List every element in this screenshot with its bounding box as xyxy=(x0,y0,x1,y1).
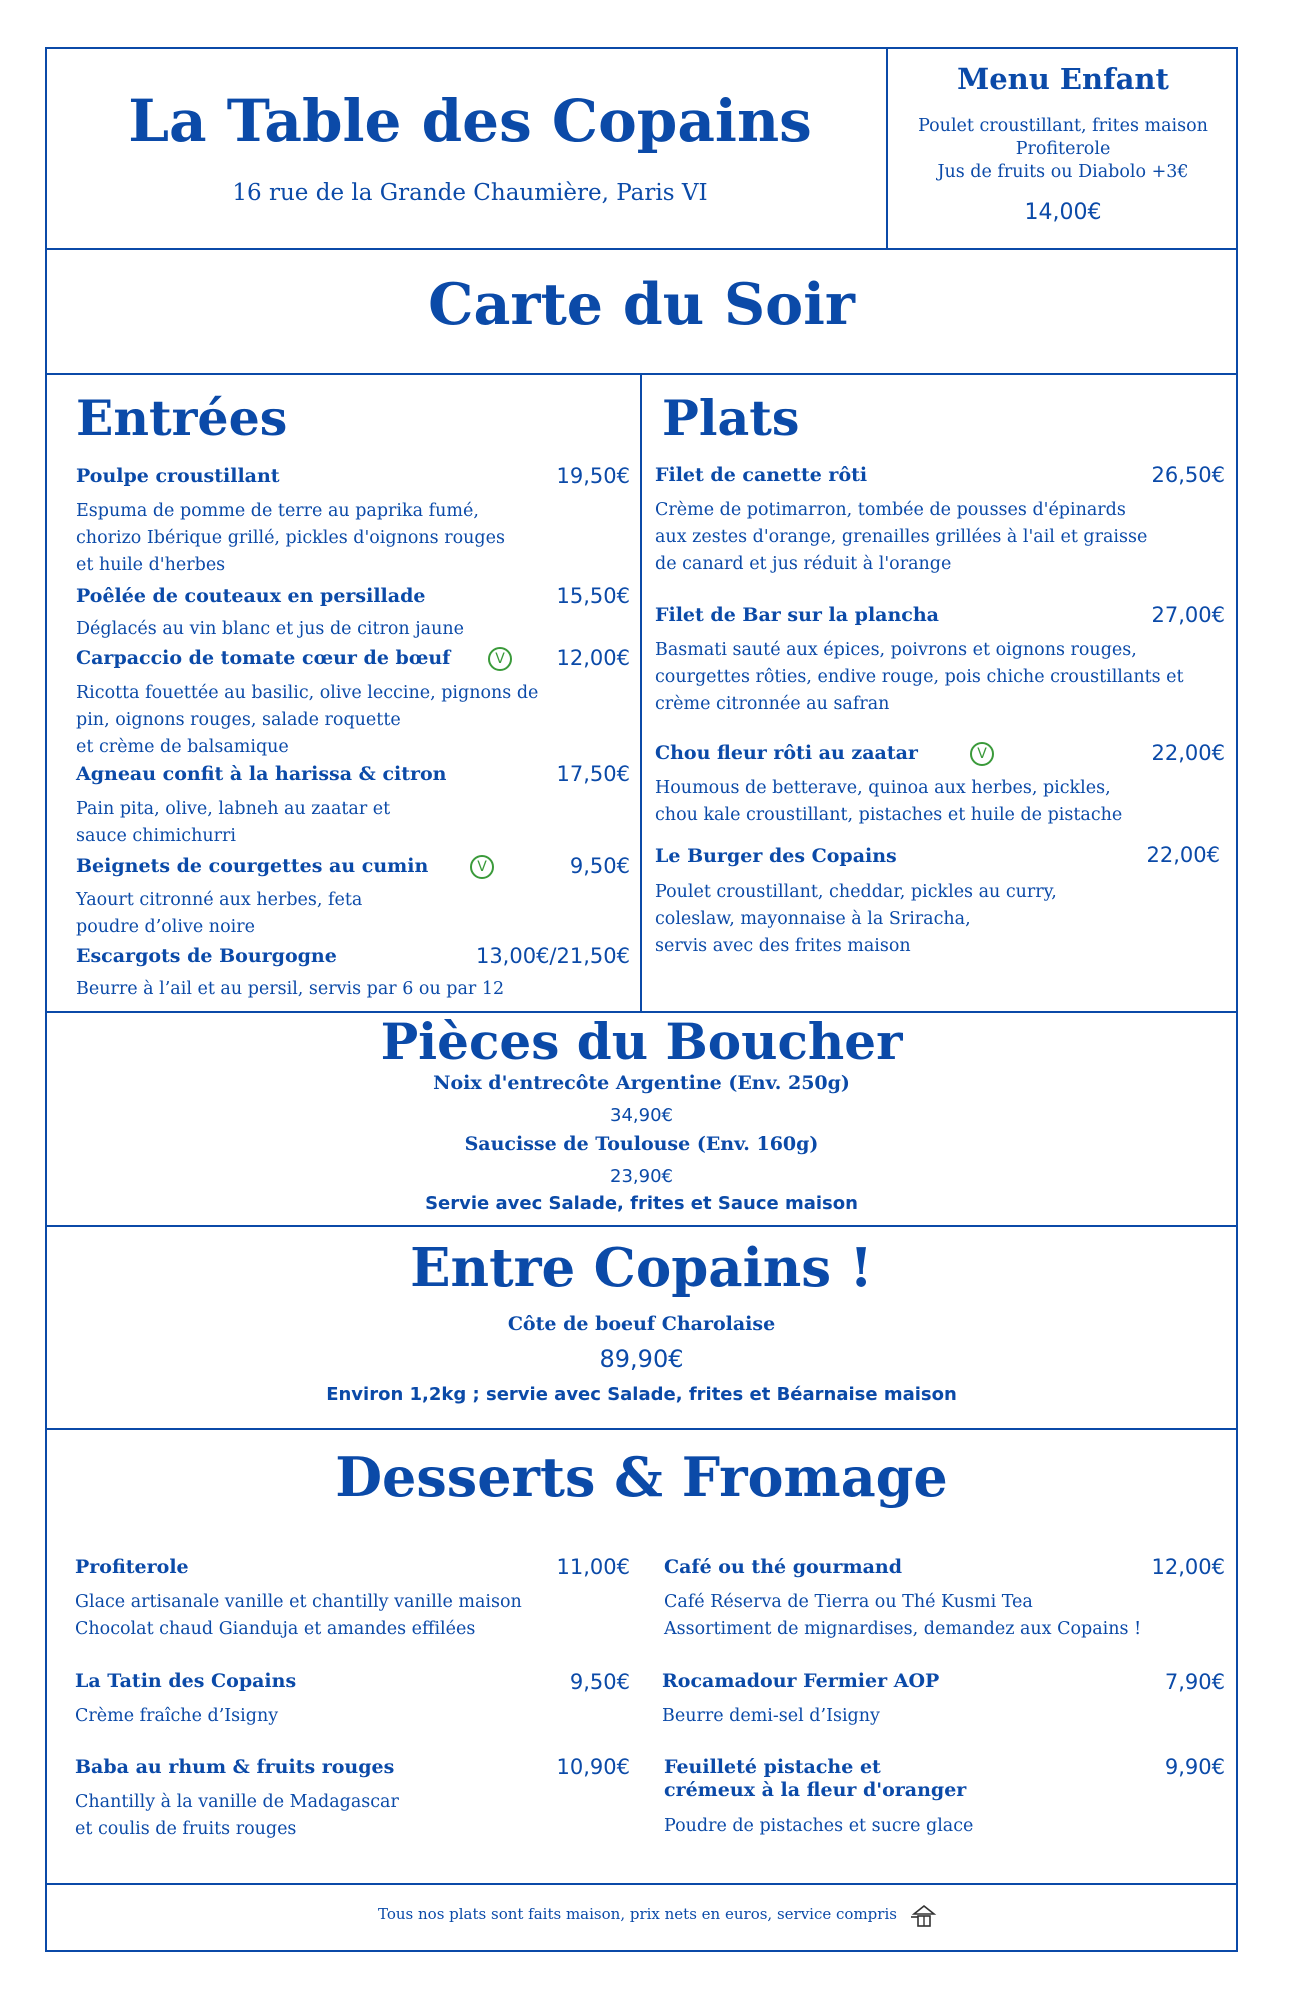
menu-item-price: 22,00€ xyxy=(1146,843,1220,867)
boucher-item-name: Noix d'entrecôte Argentine (Env. 250g) xyxy=(433,1072,850,1094)
dessert-item-name: Rocamadour Fermier AOP xyxy=(662,1670,940,1692)
desc-line: Houmous de betterave, quinoa aux herbes, pickles, xyxy=(655,778,1111,798)
kids-menu-price: 14,00€ xyxy=(1024,200,1102,225)
dessert-item-name: La Tatin des Copains xyxy=(75,1670,297,1692)
entrees-title: Entrées xyxy=(76,389,288,447)
dessert-item-price: 9,50€ xyxy=(569,1670,630,1694)
restaurant-title: La Table des Copains xyxy=(128,87,812,155)
desc-line: Crème fraîche d’Isigny xyxy=(75,1706,279,1726)
dessert-item-name xyxy=(664,1756,966,1802)
desc-line: Chantilly à la vanille de Madagascar xyxy=(75,1792,399,1812)
dessert-item-name: Profiterole xyxy=(75,1556,189,1578)
desc-line: Café Réserva de Tierra ou Thé Kusmi Tea xyxy=(664,1592,1033,1612)
desc-line: Glace artisanale vanille et chantilly vanille maison xyxy=(75,1592,522,1612)
desc-line: Poulet croustillant, cheddar, pickles au curry, xyxy=(655,882,1057,902)
dessert-item-price: 12,00€ xyxy=(1151,1555,1225,1579)
desc-line: poudre d’olive noire xyxy=(76,917,255,937)
desc-line: Beurre demi-sel d’Isigny xyxy=(662,1706,880,1726)
name-line: crémeux à la fleur d'oranger xyxy=(664,1779,967,1801)
dessert-item-desc xyxy=(75,1703,278,1730)
desc-line: Beurre à l’ail et au persil, servis par 6 ou par 12 xyxy=(76,979,505,999)
dessert-item-desc xyxy=(662,1703,880,1730)
kids-menu-title: Menu Enfant xyxy=(957,62,1169,96)
desc-line: sauce chimichurri xyxy=(76,826,236,846)
menu-item-name: Carpaccio de tomate cœur de bœuf xyxy=(76,647,451,669)
desc-line: et huile d'herbes xyxy=(76,555,226,575)
divider xyxy=(45,1225,1238,1227)
leaf-v-icon: V xyxy=(970,742,994,766)
boucher-title: Pièces du Boucher xyxy=(380,1012,903,1071)
dessert-item-price: 7,90€ xyxy=(1164,1670,1225,1694)
boucher-item-price: 23,90€ xyxy=(610,1166,673,1187)
menu-item-desc xyxy=(655,637,1184,718)
desc-line: chou kale croustillant, pistaches et huile de pistache xyxy=(655,805,1123,825)
menu-item-desc xyxy=(76,887,362,941)
menu-item-desc xyxy=(655,879,1057,960)
desc-line: Chocolat chaud Gianduja et amandes effilées xyxy=(75,1619,476,1639)
desc-line: Basmati sauté aux épices, poivrons et oignons rouges, xyxy=(655,640,1137,660)
kids-menu-line: Profiterole xyxy=(1015,139,1111,159)
desc-line: Yaourt citronné aux herbes, feta xyxy=(76,890,363,910)
menu-item-desc xyxy=(655,497,1147,578)
menu-item-price: 12,00€ xyxy=(556,646,630,670)
menu-item-price: 19,50€ xyxy=(556,464,630,488)
dessert-item-desc xyxy=(664,1589,1141,1643)
menu-item-name: Chou fleur rôti au zaatar xyxy=(655,742,918,764)
desc-line: et coulis de fruits rouges xyxy=(75,1819,297,1839)
menu-item-name: Filet de Bar sur la plancha xyxy=(655,604,939,626)
copains-item-name: Côte de boeuf Charolaise xyxy=(507,1313,776,1335)
menu-item-name: Le Burger des Copains xyxy=(655,845,897,867)
dessert-item-price: 11,00€ xyxy=(556,1555,630,1579)
kids-menu-line: Poulet croustillant, frites maison xyxy=(918,116,1208,136)
menu-item-price: 9,50€ xyxy=(569,854,630,878)
dessert-item-price: 10,90€ xyxy=(556,1755,630,1779)
desc-line: chorizo Ibérique grillé, pickles d'oignons rouges xyxy=(76,528,505,548)
leaf-v-icon: V xyxy=(470,855,494,879)
desc-line: coleslaw, mayonnaise à la Sriracha, xyxy=(655,909,971,929)
boucher-note: Servie avec Salade, frites et Sauce maison xyxy=(425,1193,858,1214)
dessert-item-name: Café ou thé gourmand xyxy=(664,1556,903,1578)
desc-line: Assortiment de mignardises, demandez aux Copains ! xyxy=(664,1619,1142,1639)
footer-text: Tous nos plats sont faits maison, prix nets en euros, service compris xyxy=(378,1905,897,1923)
desc-line: Ricotta fouettée au basilic, olive leccine, pignons de xyxy=(76,683,539,703)
menu-item-desc xyxy=(655,775,1122,829)
menu-item-price: 27,00€ xyxy=(1151,603,1225,627)
menu-item-desc xyxy=(76,498,505,579)
menu-item-name: Poêlée de couteaux en persillade xyxy=(76,585,426,607)
desc-line: servis avec des frites maison xyxy=(655,936,911,956)
menu-item-price: 13,00€/21,50€ xyxy=(475,944,630,968)
desc-line: courgettes rôties, endive rouge, pois chiche croustillants et xyxy=(655,667,1184,687)
carte-title: Carte du Soir xyxy=(428,271,855,338)
desserts-title: Desserts & Fromage xyxy=(335,1445,948,1509)
menu-item-price: 15,50€ xyxy=(556,584,630,608)
dessert-item-desc xyxy=(75,1589,522,1643)
desc-line: Poudre de pistaches et sucre glace xyxy=(664,1816,974,1836)
divider xyxy=(45,248,1238,250)
copains-note: Environ 1,2kg ; servie avec Salade, frites et Béarnaise maison xyxy=(326,1384,957,1405)
name-line: Feuilleté pistache et xyxy=(664,1756,881,1778)
divider xyxy=(640,373,642,1012)
restaurant-address: 16 rue de la Grande Chaumière, Paris VI xyxy=(232,180,708,206)
desc-line: de canard et jus réduit à l'orange xyxy=(655,554,952,574)
menu-item-price: 22,00€ xyxy=(1151,741,1225,765)
plats-title: Plats xyxy=(662,389,800,447)
leaf-v-icon: V xyxy=(488,647,512,671)
copains-item-price: 89,90€ xyxy=(599,1345,684,1373)
house-icon xyxy=(910,1903,938,1929)
menu-item-desc xyxy=(76,976,504,1003)
dessert-item-desc xyxy=(75,1789,399,1843)
menu-item-price: 17,50€ xyxy=(556,762,630,786)
desc-line: Crème de potimarron, tombée de pousses d'épinards xyxy=(655,500,1126,520)
copains-title: Entre Copains ! xyxy=(410,1237,873,1299)
desc-line: et crème de balsamique xyxy=(76,737,289,757)
menu-item-desc xyxy=(76,680,538,761)
menu-item-name: Poulpe croustillant xyxy=(76,465,280,487)
dessert-item-desc xyxy=(664,1813,973,1840)
desc-line: crème citronnée au safran xyxy=(655,694,890,714)
menu-item-price: 26,50€ xyxy=(1151,463,1225,487)
divider xyxy=(886,47,888,249)
kids-menu-items xyxy=(889,115,1237,184)
menu-item-name: Filet de canette rôti xyxy=(655,464,868,486)
desc-line: Déglacés au vin blanc et jus de citron jaune xyxy=(76,619,465,639)
menu-item-name: Beignets de courgettes au cumin xyxy=(76,855,429,877)
boucher-item-name: Saucisse de Toulouse (Env. 160g) xyxy=(464,1133,819,1155)
menu-item-desc xyxy=(76,796,390,850)
desc-line: Pain pita, olive, labneh au zaatar et xyxy=(76,799,391,819)
menu-item-name: Escargots de Bourgogne xyxy=(76,945,337,967)
divider xyxy=(45,1883,1238,1885)
dessert-item-name: Baba au rhum & fruits rouges xyxy=(75,1756,395,1778)
boucher-item-price: 34,90€ xyxy=(610,1105,673,1126)
kids-menu-line: Jus de fruits ou Diabolo +3€ xyxy=(937,162,1189,182)
divider xyxy=(45,1428,1238,1430)
desc-line: Espuma de pomme de terre au paprika fumé, xyxy=(76,501,479,521)
dessert-item-price: 9,90€ xyxy=(1164,1755,1225,1779)
menu-item-name: Agneau confit à la harissa & citron xyxy=(76,763,447,785)
menu-item-desc xyxy=(76,616,464,643)
desc-line: aux zestes d'orange, grenailles grillées à l'ail et graisse xyxy=(655,527,1148,547)
desc-line: pin, oignons rouges, salade roquette xyxy=(76,710,401,730)
